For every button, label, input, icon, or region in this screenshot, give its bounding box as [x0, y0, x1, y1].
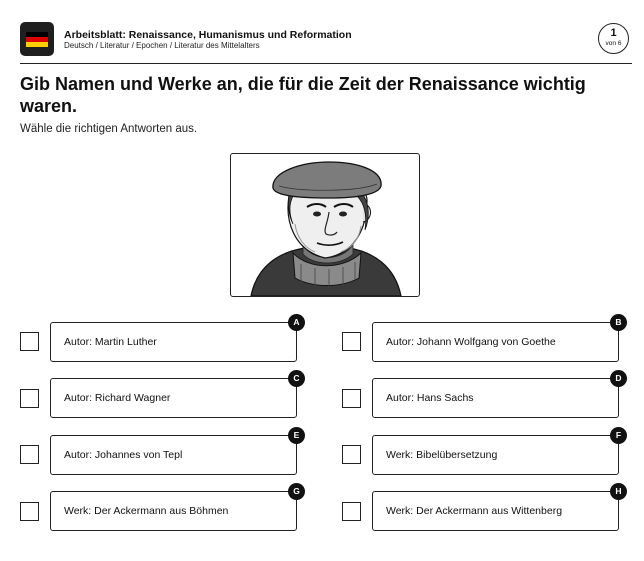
- answer-d-checkbox[interactable]: [342, 389, 361, 408]
- page-indicator: [598, 23, 629, 54]
- question-title: Gib Namen und Werke an, die für die Zeit der Renaissance wichtig waren.: [20, 74, 586, 116]
- answer-a-label: Autor: Martin Luther: [64, 336, 157, 348]
- header-divider: [20, 63, 632, 64]
- answer-c-option[interactable]: [50, 373, 300, 418]
- worksheet-title: Arbeitsblatt: Renaissance, Humanismus und Reformation: [64, 29, 352, 41]
- answer-a-letter-badge: A: [288, 314, 305, 331]
- answer-g-checkbox[interactable]: [20, 502, 39, 521]
- answer-h-label: Werk: Der Ackermann aus Wittenberg: [386, 505, 563, 517]
- answer-g-option[interactable]: [50, 486, 300, 531]
- answer-h-checkbox[interactable]: [342, 502, 361, 521]
- answer-e-option[interactable]: [50, 430, 300, 475]
- page-number: 1: [610, 27, 617, 39]
- instruction-text: Wähle die richtigen Antworten aus.: [20, 123, 198, 135]
- answer-f-option[interactable]: [372, 430, 622, 475]
- flag-icon: [20, 22, 54, 56]
- answer-d-option[interactable]: [372, 373, 622, 418]
- worksheet-breadcrumb: Deutsch / Literatur / Epochen / Literatur des Mittelalters: [64, 41, 260, 50]
- answer-b-option[interactable]: [372, 317, 622, 362]
- answer-b-checkbox[interactable]: [342, 332, 361, 351]
- answer-f-label: Werk: Bibelübersetzung: [386, 449, 498, 461]
- page-total: von 6: [605, 40, 622, 47]
- answer-e-label: Autor: Johannes von Tepl: [64, 449, 183, 461]
- martin-luther-portrait-icon: [231, 154, 419, 296]
- answer-d-label: Autor: Hans Sachs: [386, 392, 474, 404]
- answer-g-label: Werk: Der Ackermann aus Böhmen: [64, 505, 229, 517]
- answer-c-checkbox[interactable]: [20, 389, 39, 408]
- answer-h-option[interactable]: [372, 486, 622, 531]
- answer-d-letter-badge: D: [610, 370, 627, 387]
- answer-b-letter-badge: B: [610, 314, 627, 331]
- answer-f-checkbox[interactable]: [342, 445, 361, 464]
- answer-e-letter-badge: E: [288, 427, 305, 444]
- answer-c-letter-badge: C: [288, 370, 305, 387]
- answer-b-label: Autor: Johann Wolfgang von Goethe: [386, 336, 556, 348]
- answer-a-checkbox[interactable]: [20, 332, 39, 351]
- portrait-image: [230, 153, 420, 297]
- answer-a-option[interactable]: [50, 317, 300, 362]
- answer-g-letter-badge: G: [288, 483, 305, 500]
- answer-h-letter-badge: H: [610, 483, 627, 500]
- flag-stripe-gold: [26, 42, 48, 47]
- answer-c-label: Autor: Richard Wagner: [64, 392, 171, 404]
- answer-e-checkbox[interactable]: [20, 445, 39, 464]
- answer-f-letter-badge: F: [610, 427, 627, 444]
- german-flag: [26, 32, 48, 47]
